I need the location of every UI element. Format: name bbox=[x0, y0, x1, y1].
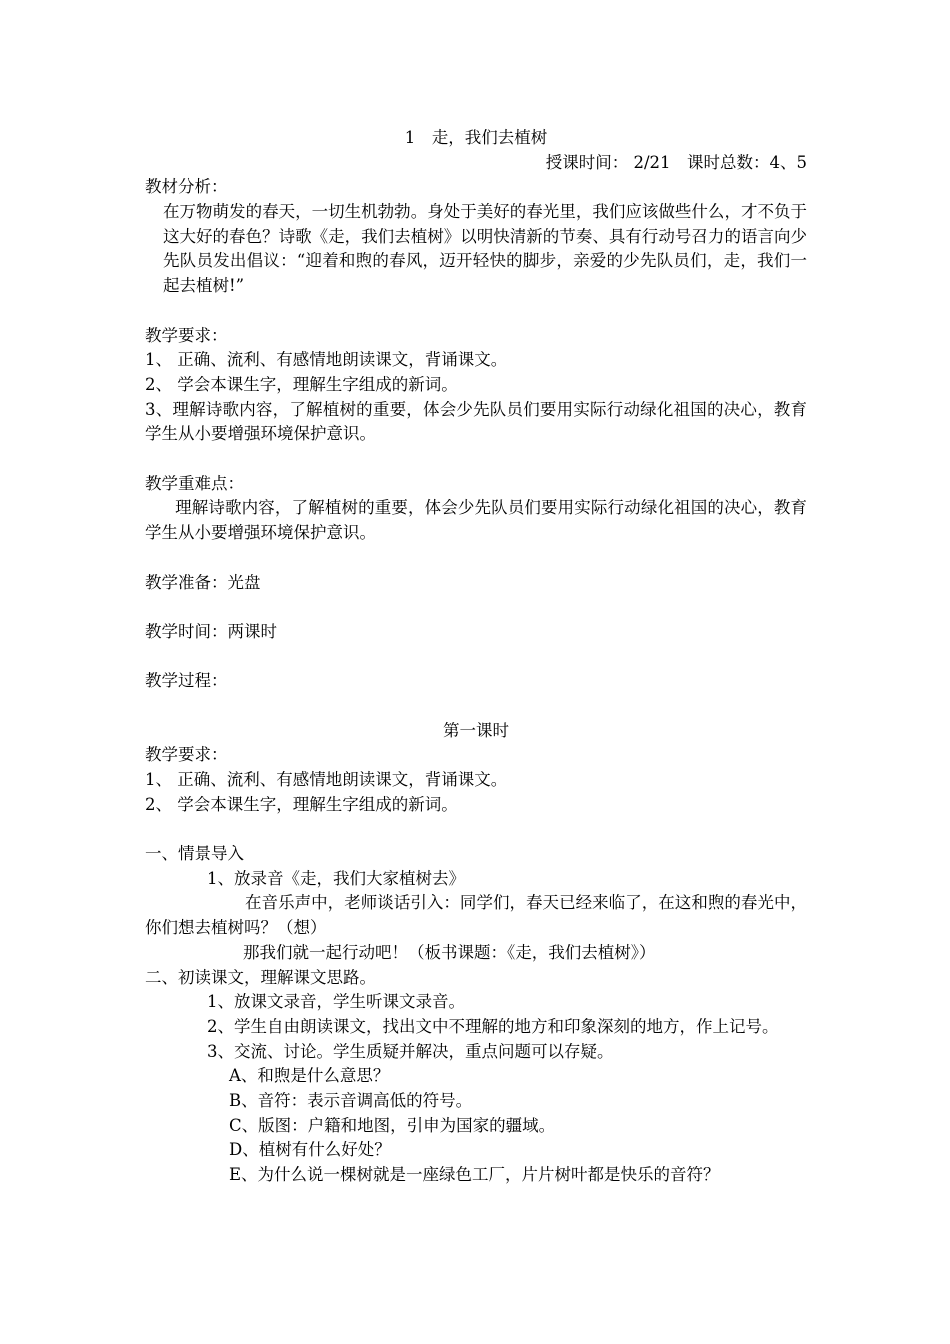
process-heading: 教学过程： bbox=[145, 671, 228, 691]
difficulty-body bbox=[145, 496, 807, 545]
difficulty-heading: 教学重难点： bbox=[145, 473, 244, 493]
requirement-item: 3、理解诗歌内容，了解植树的重要，体会少先队员们要用实际行动绿化祖国的决心，教育学生从小要增强环境保护意识。 bbox=[145, 399, 807, 444]
section-heading: 二、初读课文，理解课文思路。 bbox=[145, 967, 376, 987]
question-item: C、版图：户籍和地图，引申为国家的疆域。 bbox=[229, 1115, 556, 1135]
difficulty-text: 理解诗歌内容，了解植树的重要，体会少先队员们要用实际行动绿化祖国的决心，教育学生从小要增强环境保护意识。 bbox=[145, 498, 807, 543]
section-heading: 一、情景导入 bbox=[145, 844, 244, 864]
analysis-body bbox=[145, 200, 807, 299]
section-step bbox=[145, 1015, 807, 1040]
section-step: 1、放课文录音，学生听课文录音。 bbox=[207, 992, 465, 1012]
section-step: 1、放录音《走，我们大家植树去》 bbox=[207, 868, 465, 888]
analysis-heading: 教材分析： bbox=[145, 177, 228, 197]
section-step: 3、交流、讨论。学生质疑并解决，重点问题可以存疑。 bbox=[207, 1041, 614, 1061]
lesson-requirement-item: 1、 正确、流利、有感情地朗读课文，背诵课文。 bbox=[145, 770, 508, 789]
question-item: B、音符：表示音调高低的符号。 bbox=[229, 1090, 473, 1110]
requirements-heading: 教学要求： bbox=[145, 325, 228, 345]
step-text: 在音乐声中，老师谈话引入：同学们，春天已经来临了，在这和煦的春光中，你们想去植树吗？（想） bbox=[145, 893, 807, 938]
lesson-title: 第一课时 bbox=[443, 720, 509, 740]
question-item: E、为什么说一棵树就是一座绿色工厂，片片树叶都是快乐的音符？ bbox=[229, 1165, 720, 1185]
lesson-requirement-item: 2、 学会本课生字，理解生字组成的新词。 bbox=[145, 794, 458, 814]
lesson-requirements-heading: 教学要求： bbox=[145, 745, 228, 765]
requirement-item: 1、 正确、流利、有感情地朗读课文，背诵课文。 bbox=[145, 350, 508, 370]
question-item: A、和煦是什么意思？ bbox=[229, 1066, 390, 1086]
document-page bbox=[145, 126, 807, 1188]
step-text: 2、学生自由朗读课文，找出文中不理解的地方和印象深刻的地方，作上记号。 bbox=[207, 1016, 779, 1036]
document-title: 1 走，我们去植树 bbox=[404, 128, 548, 147]
lesson-meta: 授课时间： 2/21 课时总数：4、5 bbox=[545, 152, 807, 172]
requirement-item: 2、 学会本课生字，理解生字组成的新词。 bbox=[145, 374, 458, 394]
analysis-text: 在万物萌发的春天，一切生机勃勃。身处于美好的春光里，我们应该做些什么，才不负于这大好的春色？诗歌《走，我们去植树》以明快清新的节奏、具有行动号召力的语言向少先队员发出倡议：“迎着和煦的春风，迈开轻快的脚步，亲爱的少先队员们，走，我们一起去植树!” bbox=[163, 202, 807, 296]
section-step-text bbox=[145, 891, 807, 940]
preparation-line: 教学准备：光盘 bbox=[145, 572, 261, 592]
time-line: 教学时间：两课时 bbox=[145, 621, 277, 641]
section-step-text: 那我们就一起行动吧！（板书课题：《走，我们去植树》） bbox=[243, 942, 656, 962]
question-item: D、植树有什么好处？ bbox=[229, 1140, 391, 1160]
